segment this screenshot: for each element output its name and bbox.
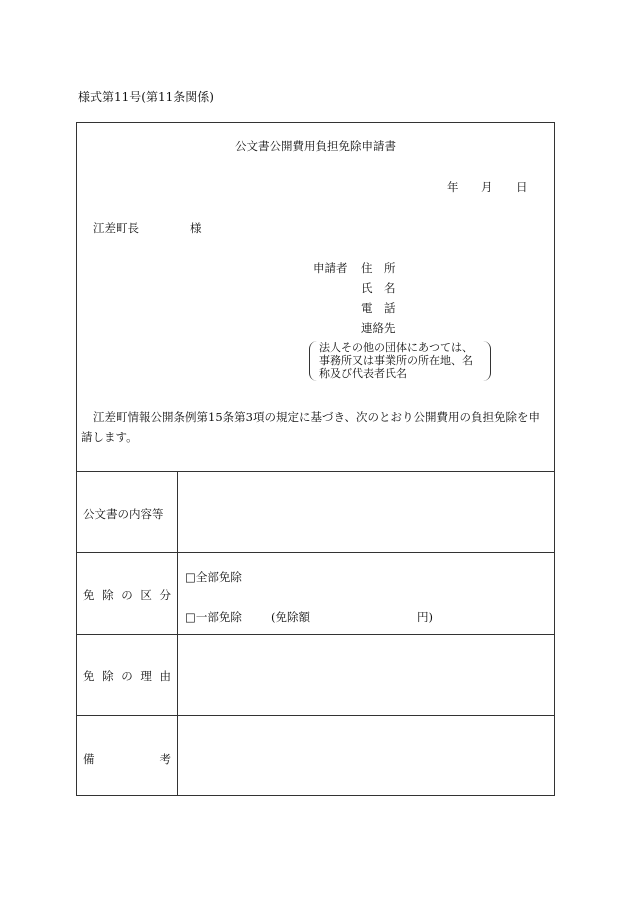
applicant-contact-label: 連絡先 <box>361 321 396 335</box>
addressee-honorific: 様 <box>190 221 202 235</box>
date-year: 年 <box>447 180 459 194</box>
applicant-phone-label: 電 話 <box>361 301 396 315</box>
form-title: 公文書公開費用負担免除申請書 <box>235 139 396 153</box>
row-label-document-contents: 公文書の内容等 <box>83 507 164 521</box>
row-divider <box>77 552 554 553</box>
application-statement: 江差町情報公開条例第15条第3項の規定に基づき、次のとおり公開費用の負担免除を申請します。 <box>81 410 540 444</box>
applicant-label: 申請者 <box>313 261 348 275</box>
form-number: 様式第11号(第11条関係) <box>78 90 214 104</box>
applicant-name-label: 氏 名 <box>361 281 396 295</box>
date-day: 日 <box>516 180 528 194</box>
row-label-exemption-reason: 免除の理由 <box>83 669 171 683</box>
label-column-divider <box>177 471 178 795</box>
row-label-remarks: 備考 <box>83 752 171 766</box>
corporate-note-line-3: 称及び代表者氏名 <box>319 367 407 380</box>
date-month: 月 <box>481 180 493 194</box>
exemption-amount-unit: 円) <box>417 610 433 624</box>
full-exemption-checkbox[interactable]: □全部免除 <box>185 570 242 584</box>
application-form <box>76 122 555 796</box>
row-label-exemption-category: 免除の区分 <box>83 588 171 602</box>
corporate-note-line-1: 法人その他の団体にあつては、 <box>319 341 473 354</box>
partial-exemption-checkbox[interactable]: □一部免除 <box>185 610 242 624</box>
exemption-amount-label: (免除額 <box>271 610 310 624</box>
corporate-note-line-2: 事務所又は事業所の所在地、名 <box>319 354 473 367</box>
applicant-address-label: 住 所 <box>361 261 396 275</box>
row-divider <box>77 634 554 635</box>
addressee-name: 江差町長 <box>93 221 139 235</box>
table-top-border <box>77 471 554 472</box>
row-divider <box>77 715 554 716</box>
